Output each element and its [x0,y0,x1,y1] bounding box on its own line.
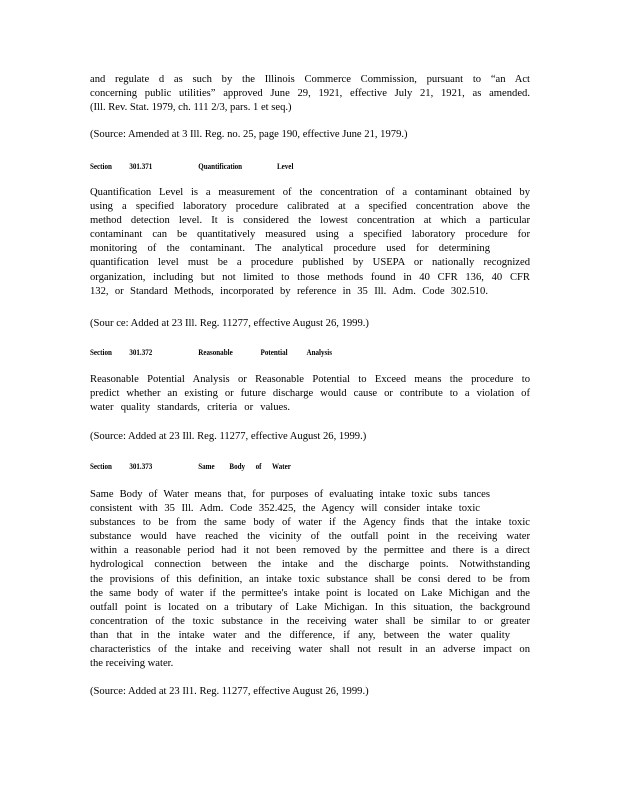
intro-line: concerning public utilities” approved June 29, 1921, effective July 21, 1921, as amended. [90,88,530,100]
section-title-word: Water [272,461,291,471]
body-line: quantification level must be a procedure published by USEPA or nationally recognized [90,257,530,269]
section-heading [90,461,291,471]
body-line: Quantification Level is a measurement of the concentration of a contaminant obtained by [90,187,530,198]
section-number: 301.371 [129,161,153,171]
section-title-word: Analysis [306,347,332,357]
section-heading [90,347,332,357]
body-line: the same body of water if the permittee's intake point is located on Lake Michigan and the [90,587,530,599]
body-line: using a specified laboratory procedure calibrated at a specified concentration above the [90,201,530,213]
body-line: 132, or Standard Methods, incorporated by reference in 35 Ill. Adm. Code 302.510. [90,285,488,297]
body-line: outfall point is located on a tributary of Lake Michigan. In this situation, the background [90,601,530,613]
section-title-word: Quantification [198,161,243,171]
section-title-word: Potential [260,347,288,357]
body-line: Reasonable Potential Analysis or Reasonable Potential to Exceed means the procedure to [90,374,530,385]
section-source-note [90,317,530,331]
body-line: water quality standards, criteria or values. [90,402,290,414]
section-label: Section [90,161,112,171]
body-line: within a reasonable period had it not been removed by the permittee and there is a direct [90,545,530,557]
section-source-note [90,430,530,444]
source-note: (Source: Amended at 3 Ill. Reg. no. 25, page 190, effective June 21, 1979.) [90,129,408,140]
section-body [90,488,530,671]
intro-line: and regulate d as such by the Illinois Commerce Commission, pursuant to “an Act [90,74,530,85]
intro-paragraph [90,73,530,115]
section-body [90,373,530,415]
body-line: predict whether an existing or future discharge would cause or contribute to a violation of [90,388,530,400]
section-source-note [90,685,530,699]
intro-source-note [90,128,530,142]
intro-line: (Ill. Rev. Stat. 1979, ch. 111 2/3, pars. 1 et seq.) [90,102,292,114]
body-line: Same Body of Water means that, for purposes of evaluating intake toxic subs tances [90,489,490,500]
body-line: contaminant can be quantitatively measured using a specified laboratory procedure for [90,229,530,241]
body-line: substances to be from the same body of water if the Agency finds that the intake toxic [90,517,530,529]
body-line: hydrological connection between the intake and the discharge points. Notwithstanding [90,559,530,571]
section-label: Section [90,347,112,357]
section-number: 301.373 [129,461,153,471]
body-line: characteristics of the intake and receiving water shall not result in an adverse impact on [90,644,530,656]
section-title-word: of [255,461,262,471]
body-line: the receiving water. [90,658,174,670]
body-line: the provisions of this definition, an intake toxic substance shall be consi dered to be from [90,573,530,585]
section-title-word: Level [276,161,294,171]
body-line: substance would have reached the vicinity of the outfall point in the receiving water [90,531,530,543]
section-body [90,186,530,299]
body-line: consistent with 35 Ill. Adm. Code 352.425, the Agency will consider intake toxic [90,503,480,515]
section-title-word: Reasonable [198,347,233,357]
section-heading [90,161,293,171]
body-line: than that in the intake water and the difference, if any, between the water quality [90,629,510,641]
body-line: organization, including but not limited to those methods found in 40 CFR 136, 40 CFR [90,271,530,283]
body-line: method detection level. It is considered the lowest concentration at which a particular [90,215,530,227]
section-title-word: Body [229,461,246,471]
body-line: concentration of the toxic substance in the receiving water shall be similar to or greater [90,615,530,627]
source-note: (Source: Added at 23 Il1. Reg. 11277, effective August 26, 1999.) [90,686,369,697]
section-number: 301.372 [129,347,153,357]
source-note: (Sour ce: Added at 23 Ill. Reg. 11277, effective August 26, 1999.) [90,318,369,329]
source-note: (Source: Added at 23 Ill. Reg. 11277, effective August 26, 1999.) [90,431,367,442]
section-label: Section [90,461,112,471]
section-title-word: Same [198,461,215,471]
body-line: monitoring of the contaminant. The analytical procedure used for determining [90,243,490,255]
